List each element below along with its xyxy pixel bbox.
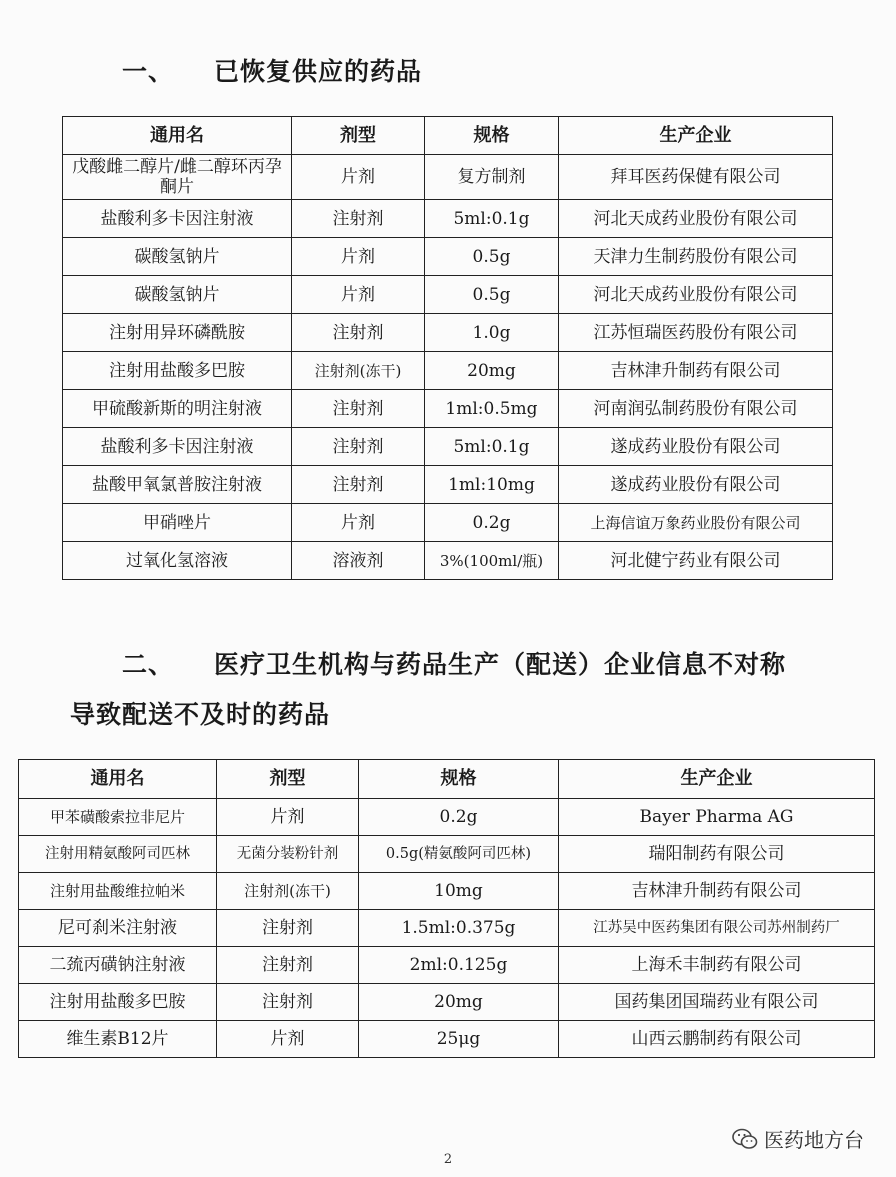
table-row: [19, 984, 875, 1021]
dosage-form: 注射剂: [292, 200, 425, 238]
drug-name: 甲硝唑片: [63, 504, 292, 542]
section2-number: 二、: [122, 650, 175, 679]
dosage-form: 无菌分装粉针剂: [217, 836, 359, 873]
drug-name: 二巯丙磺钠注射液: [19, 947, 217, 984]
drug-name: 甲苯磺酸索拉非尼片: [19, 799, 217, 836]
drug-name: 碳酸氢钠片: [63, 238, 292, 276]
drug-name: 注射用盐酸多巴胺: [19, 984, 217, 1021]
header-form: 剂型: [292, 117, 425, 155]
dosage-form: 注射剂: [292, 390, 425, 428]
drug-name: 戊酸雌二醇片/雌二醇环丙孕酮片: [63, 155, 292, 200]
specification: 1.5ml:0.375g: [359, 910, 559, 947]
dosage-form: 注射剂(冻干): [217, 873, 359, 910]
table-row: [19, 910, 875, 947]
section1-table: [62, 116, 833, 580]
manufacturer: 河北天成药业股份有限公司: [559, 276, 833, 314]
specification: 0.5g: [425, 276, 559, 314]
section2-heading-cont: [70, 695, 330, 731]
manufacturer: 遂成药业股份有限公司: [559, 466, 833, 504]
specification: 1ml:0.5mg: [425, 390, 559, 428]
table-row: [63, 504, 833, 542]
header-spec: 规格: [359, 760, 559, 799]
manufacturer: 河南润弘制药股份有限公司: [559, 390, 833, 428]
dosage-form: 注射剂(冻干): [292, 352, 425, 390]
table-row: [19, 947, 875, 984]
drug-name: 尼可刹米注射液: [19, 910, 217, 947]
manufacturer: 遂成药业股份有限公司: [559, 428, 833, 466]
manufacturer: 国药集团国瑞药业有限公司: [559, 984, 875, 1021]
manufacturer: 上海禾丰制药有限公司: [559, 947, 875, 984]
dosage-form: 注射剂: [292, 428, 425, 466]
manufacturer: 江苏吴中医药集团有限公司苏州制药厂: [559, 910, 875, 947]
table-row: [63, 238, 833, 276]
drug-name: 碳酸氢钠片: [63, 276, 292, 314]
table-row: [63, 466, 833, 504]
specification: 5ml:0.1g: [425, 428, 559, 466]
manufacturer: 江苏恒瑞医药股份有限公司: [559, 314, 833, 352]
table-row: [63, 200, 833, 238]
dosage-form: 注射剂: [217, 910, 359, 947]
section1-heading: [122, 52, 422, 88]
dosage-form: 注射剂: [292, 466, 425, 504]
specification: 0.5g: [425, 238, 559, 276]
manufacturer: 吉林津升制药有限公司: [559, 352, 833, 390]
dosage-form: 片剂: [292, 238, 425, 276]
dosage-form: 注射剂: [217, 984, 359, 1021]
header-name: 通用名: [63, 117, 292, 155]
header-manufacturer: 生产企业: [559, 117, 833, 155]
specification: 1.0g: [425, 314, 559, 352]
manufacturer: 拜耳医药保健有限公司: [559, 155, 833, 200]
drug-name: 过氧化氢溶液: [63, 542, 292, 580]
table-row: [63, 390, 833, 428]
table-row: [63, 276, 833, 314]
drug-name: 盐酸利多卡因注射液: [63, 428, 292, 466]
section1-title: 已恢复供应的药品: [214, 57, 423, 86]
table-row: [19, 836, 875, 873]
specification: 25μg: [359, 1021, 559, 1058]
section1-number: 一、: [122, 57, 175, 86]
manufacturer: 瑞阳制药有限公司: [559, 836, 875, 873]
drug-name: 注射用盐酸多巴胺: [63, 352, 292, 390]
section2-table: [18, 759, 875, 1058]
dosage-form: 溶液剂: [292, 542, 425, 580]
table-row: [63, 155, 833, 200]
manufacturer: 吉林津升制药有限公司: [559, 873, 875, 910]
specification: 10mg: [359, 873, 559, 910]
dosage-form: 片剂: [292, 155, 425, 200]
section2-title-line2: 导致配送不及时的药品: [70, 700, 331, 729]
manufacturer: 上海信谊万象药业股份有限公司: [559, 504, 833, 542]
watermark: [732, 1124, 864, 1153]
specification: 复方制剂: [425, 155, 559, 200]
watermark-text: 医药地方台: [764, 1128, 864, 1152]
manufacturer: 河北健宁药业有限公司: [559, 542, 833, 580]
section2-title-line1: 医疗卫生机构与药品生产（配送）企业信息不对称: [214, 650, 787, 679]
manufacturer: 河北天成药业股份有限公司: [559, 200, 833, 238]
table-row: [63, 542, 833, 580]
dosage-form: 注射剂: [217, 947, 359, 984]
specification: 5ml:0.1g: [425, 200, 559, 238]
drug-name: 注射用异环磷酰胺: [63, 314, 292, 352]
table-header-row: [63, 117, 833, 155]
header-form: 剂型: [217, 760, 359, 799]
drug-name: 盐酸利多卡因注射液: [63, 200, 292, 238]
specification: 20mg: [425, 352, 559, 390]
table-row: [63, 314, 833, 352]
table-row: [63, 428, 833, 466]
section2-heading: [122, 645, 786, 681]
table-row: [19, 799, 875, 836]
specification: 20mg: [359, 984, 559, 1021]
drug-name: 注射用盐酸维拉帕米: [19, 873, 217, 910]
dosage-form: 注射剂: [292, 314, 425, 352]
table-header-row: [19, 760, 875, 799]
table-row: [63, 352, 833, 390]
table-row: [19, 1021, 875, 1058]
drug-name: 甲硫酸新斯的明注射液: [63, 390, 292, 428]
table-row: [19, 873, 875, 910]
drug-name: 注射用精氨酸阿司匹林: [19, 836, 217, 873]
specification: 2ml:0.125g: [359, 947, 559, 984]
page-number: 2: [443, 1152, 453, 1167]
drug-name: 盐酸甲氧氯普胺注射液: [63, 466, 292, 504]
specification: 3%(100ml/瓶): [425, 542, 559, 580]
dosage-form: 片剂: [217, 799, 359, 836]
dosage-form: 片剂: [292, 504, 425, 542]
manufacturer: 天津力生制药股份有限公司: [559, 238, 833, 276]
header-name: 通用名: [19, 760, 217, 799]
header-manufacturer: 生产企业: [559, 760, 875, 799]
manufacturer: Bayer Pharma AG: [559, 799, 875, 836]
specification: 0.2g: [425, 504, 559, 542]
specification: 0.2g: [359, 799, 559, 836]
dosage-form: 片剂: [217, 1021, 359, 1058]
wechat-icon: [732, 1128, 758, 1150]
specification: 0.5g(精氨酸阿司匹林): [359, 836, 559, 873]
drug-name: 维生素B12片: [19, 1021, 217, 1058]
dosage-form: 片剂: [292, 276, 425, 314]
manufacturer: 山西云鹏制药有限公司: [559, 1021, 875, 1058]
specification: 1ml:10mg: [425, 466, 559, 504]
header-spec: 规格: [425, 117, 559, 155]
